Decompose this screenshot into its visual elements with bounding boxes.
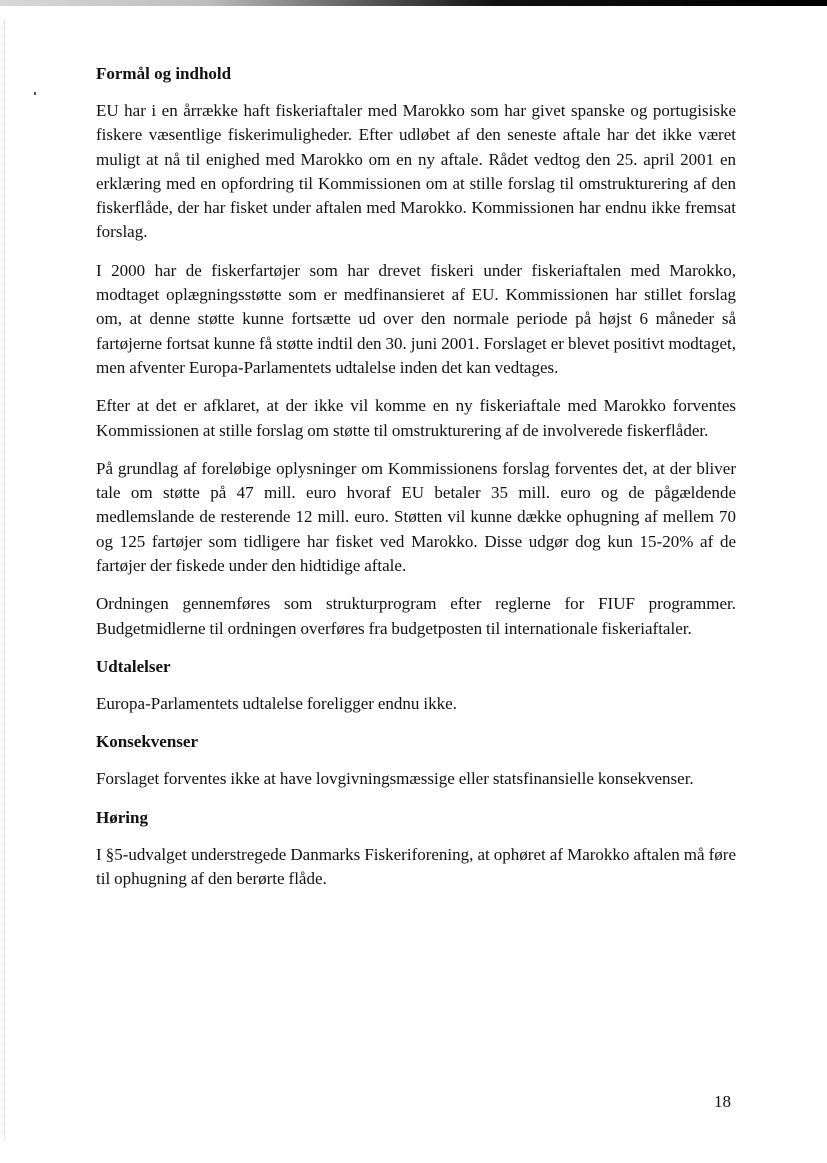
section-heading: Høring	[96, 807, 148, 827]
document-body	[96, 62, 736, 905]
top-scan-border	[0, 0, 827, 6]
section-heading: Formål og indhold	[96, 64, 232, 83]
section-heading: Konsekvenser	[96, 732, 198, 752]
scan-speck	[34, 92, 36, 95]
paragraph: Europa-Parlamentets udtalelse foreligger endnu ikke.	[96, 693, 457, 713]
section-heading: Udtalelser	[96, 656, 171, 676]
paragraph: Forslaget forventes ikke at have lovgivningsmæssige eller statsfinansielle konsekvenser.	[96, 769, 694, 789]
paragraph: Ordningen gennemføres som strukturprogram efter reglerne for FIUF programmer. Budgetmidlerne til ordningen overføres fra budgetposten til internationale fiskeriaftaler.	[96, 594, 736, 638]
paragraph: I §5-udvalget understregede Danmarks Fiskeriforening, at ophøret af Marokko aftalen må føre til ophugning af den berørte flåde.	[96, 844, 736, 888]
paragraph: På grundlag af foreløbige oplysninger om Kommissionens forslag forventes det, at der bliver tale om støtte på 47 mill. euro hvoraf EU betaler 35 mill. euro og de pågældende medlemslande de resterende 12 mill. euro. Støtten vil kunne dække ophugning af mellem 70 og 125 fartøjer som tidligere har fisket ved Marokko. Disse udgør dog kun 15-20% af de fartøjer der fiskede under den hidtidige aftale.	[96, 458, 736, 576]
section-formaal	[96, 62, 736, 641]
paragraph: Efter at det er afklaret, at der ikke vil komme en ny fiskeriaftale med Marokko forventes Kommissionen at stille forslag om støtte til omstrukturering af de involverede fiskerflåder.	[96, 396, 736, 440]
left-scan-edge	[4, 20, 7, 1140]
section-hoering	[96, 806, 736, 892]
page-number: 18	[714, 1092, 731, 1111]
section-konsekvenser	[96, 730, 736, 791]
paragraph: I 2000 har de fiskerfartøjer som har drevet fiskeri under fiskeriaftalen med Marokko, modtaget oplægningsstøtte som er medfinansieret af EU. Kommissionen har stillet forslag om, at denne støtte kunne fortsætte ud over den normale periode på højst 6 måneder så fartøjerne fortsat kunne få støtte indtil den 30. juni 2001. Forslaget er blevet positivt modtaget, men afventer Europa-Parlamentets udtalelse inden det kan vedtages.	[96, 260, 736, 377]
paragraph: EU har i en årrække haft fiskeriaftaler med Marokko som har givet spanske og portugisiske fiskere væsentlige fiskerimuligheder. Efter udløbet af den seneste aftale har det ikke været muligt at nå til enighed med Marokko om en ny aftale. Rådet vedtog den 25. april 2001 en erklæring med en opfordring til Kommissionen om at stille forslag til omstrukturering af den fiskerflåde, der har fisket under aftalen med Marokko. Kommissionen har endnu ikke fremsat forslag.	[96, 101, 736, 242]
section-udtalelser	[96, 655, 736, 716]
